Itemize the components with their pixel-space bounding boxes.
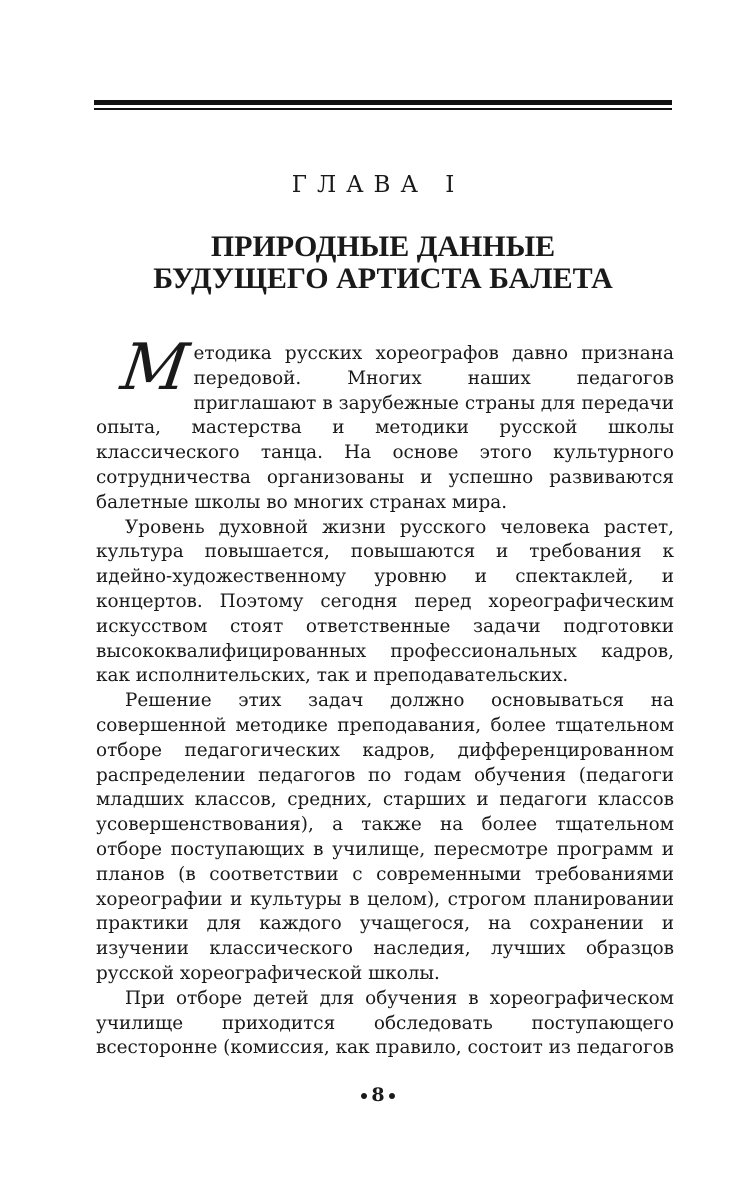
dot-right-icon — [389, 1093, 395, 1099]
chapter-title-line-1: ПРИРОДНЫЕ ДАННЫЕ — [210, 230, 556, 263]
drop-cap: М — [116, 331, 193, 405]
paragraph-4: При отборе детей для обучения в хореографическом училище приходится обследовать поступающего всесторонне (комиссия, как правило, состоит из педагогов — [96, 987, 675, 1059]
header-rule-thick — [94, 100, 672, 105]
chapter-title — [94, 231, 672, 295]
page-number — [0, 1084, 756, 1106]
paragraph-1 — [96, 331, 674, 516]
body-text — [96, 331, 675, 1061]
chapter-title-line-2: БУДУЩЕГО АРТИСТА БАЛЕТА — [153, 262, 613, 295]
paragraph-3: Решение этих задач должно основываться на совершенной методике преподавания, более тщательном отборе педагогических кадров, дифференцированном распределении педагогов по годам обучения (педагоги младших классов, средних, старших и педагоги классов усовершенствования), а также на более тщательном отборе поступающих в училище, пересмотре программ и планов (в соответствии с современными требованиями хореографии и культуры в целом), строгом планировании практики для каждого учащегося, на сохранении и изучении классического наследия, лучших образцов русской хореографической школы. — [96, 690, 674, 984]
page-number-value: 8 — [371, 1084, 385, 1106]
chapter-label: ГЛАВА I — [291, 172, 465, 198]
paragraph-1-text: етодика русских хореографов давно признана передовой. Многих наших педагогов приглашают в зарубежные страны для передачи опыта, мастерства и методики русской школы классического танца. На основе этого культурного сотрудничества организованы и успешно развиваются балетные школы во многих странах мира. — [96, 343, 674, 513]
header-rule-thin — [94, 108, 672, 110]
paragraph-2: Уровень духовной жизни русского человека растет, культура повышается, повышаются и требования к идейно-художественному уровню и спектаклей, и концертов. Поэтому сегодня перед хореографическим искусством стоят ответственные задачи подготовки высококвалифицированных профессиональных кадров, как исполнительских, так и преподавательских. — [96, 516, 674, 687]
dot-left-icon — [361, 1093, 367, 1099]
